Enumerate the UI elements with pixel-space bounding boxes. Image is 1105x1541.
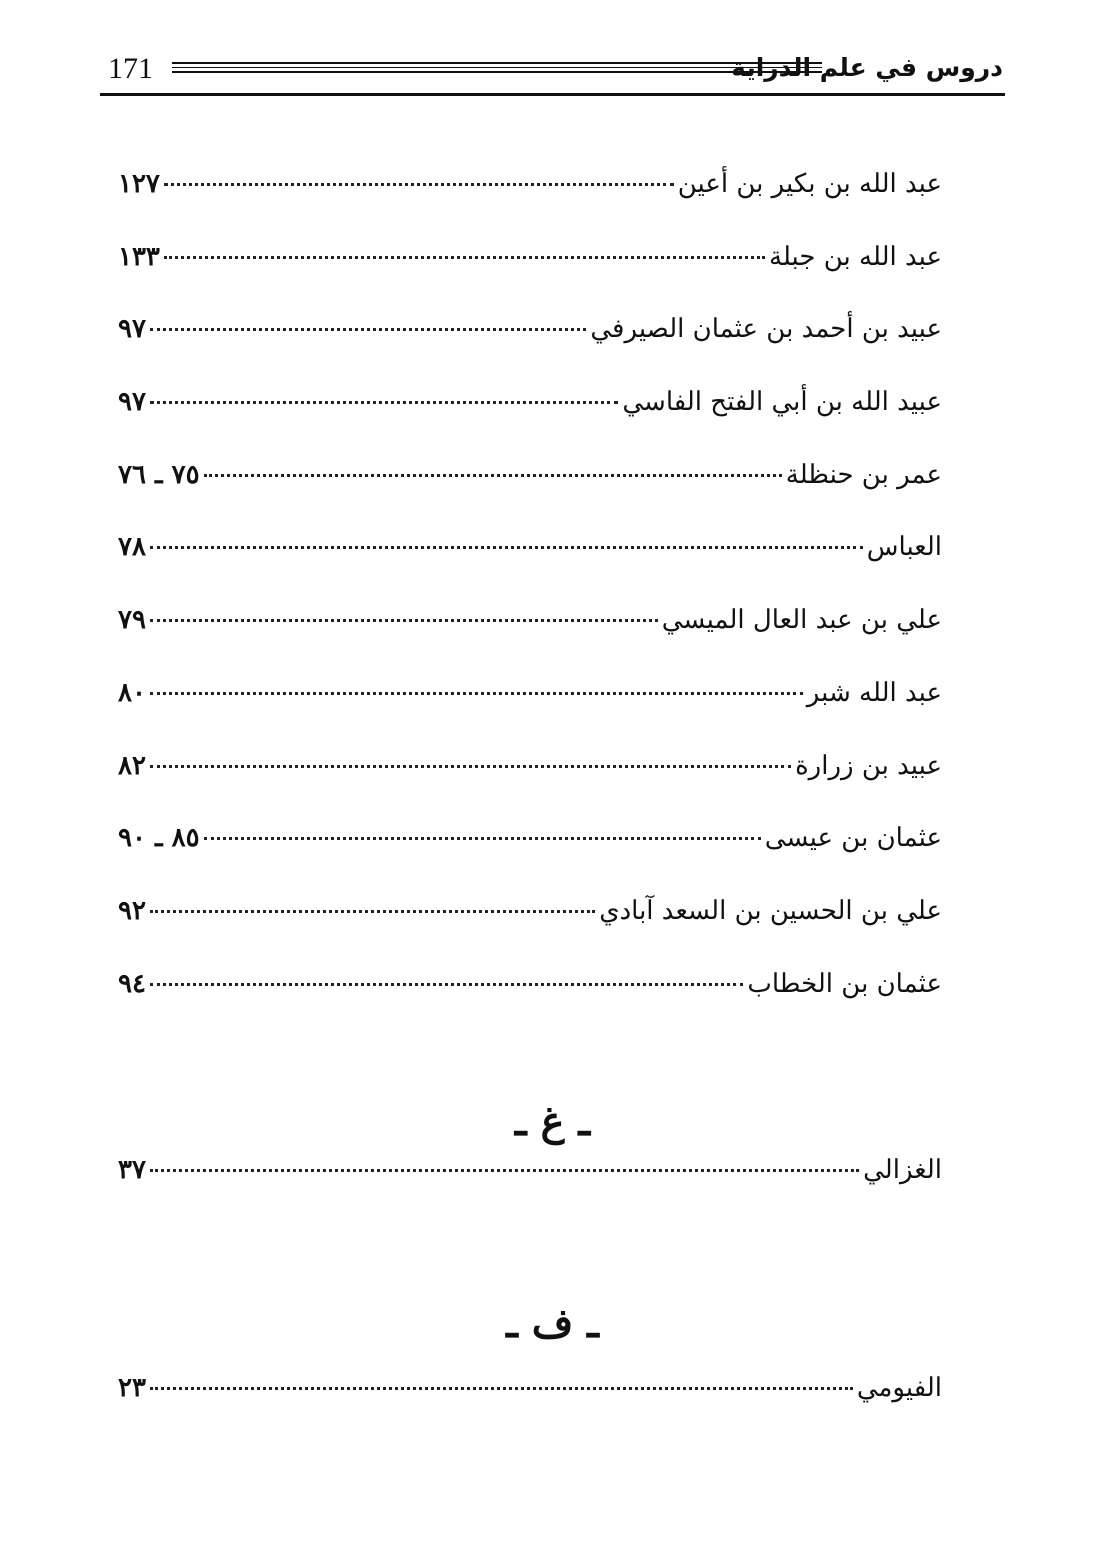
section-ghain-entries <box>118 1140 942 1213</box>
entry-name: عثمان بن عيسى <box>764 823 942 854</box>
entry-pages: ٨٥ ـ ٩٠ <box>118 823 200 854</box>
index-entry <box>118 954 942 1027</box>
header-divider <box>100 93 1005 96</box>
entry-pages: ٢٣ <box>118 1373 146 1403</box>
section-heading-ghain: ـ غ ـ <box>514 1098 591 1145</box>
entry-name: الفيومي <box>856 1373 942 1403</box>
leader-dots <box>150 692 803 695</box>
entry-name: عبد الله شبر <box>806 677 942 708</box>
entry-name: الغزالي <box>863 1155 942 1185</box>
index-entry <box>118 445 942 518</box>
leader-dots <box>150 765 791 768</box>
running-title-calligraphy: دروس في علم الدراية <box>731 53 1003 82</box>
leader-dots <box>150 546 863 549</box>
page-number: 171 <box>108 52 153 85</box>
section-heading-fa: ـ ف ـ <box>506 1300 599 1347</box>
entry-name: عبد الله بن بكير بن أعين <box>677 169 942 199</box>
entry-name: عمر بن حنظلة <box>785 459 942 490</box>
entry-name: عبد الله بن جبلة <box>769 241 942 272</box>
entry-pages: ٧٩ <box>118 605 146 636</box>
entry-name: علي بن عبد العال الميسي <box>661 605 942 636</box>
index-entry-list <box>118 154 942 1026</box>
running-header <box>100 40 1005 96</box>
index-entry <box>118 154 942 227</box>
header-decorative-rules <box>172 62 822 73</box>
leader-dots <box>150 328 586 331</box>
leader-dots <box>150 1169 859 1172</box>
entry-pages: ٨٠ <box>118 677 146 708</box>
entry-name: عبيد بن أحمد بن عثمان الصيرفي <box>590 314 942 345</box>
index-entry <box>118 227 942 300</box>
section-fa-entries <box>118 1358 942 1431</box>
index-entry <box>118 517 942 590</box>
entry-pages: ٩٧ <box>118 387 146 418</box>
index-entry <box>118 1140 942 1213</box>
entry-pages: ٣٧ <box>118 1155 146 1185</box>
index-entry <box>118 372 942 445</box>
entry-name: عبيد بن زرارة <box>795 750 942 781</box>
index-entry <box>118 1358 942 1431</box>
entry-pages: ٩٢ <box>118 895 146 926</box>
entry-pages: ١٢٧ <box>118 169 160 199</box>
entry-pages: ٩٧ <box>118 314 146 345</box>
entry-name: عبيد الله بن أبي الفتح الفاسي <box>622 387 942 418</box>
index-entry <box>118 881 942 954</box>
entry-name: علي بن الحسين بن السعد آبادي <box>599 895 942 926</box>
leader-dots <box>150 1387 853 1390</box>
index-entry <box>118 736 942 809</box>
index-entry <box>118 808 942 881</box>
entry-pages: ٧٨ <box>118 532 146 563</box>
leader-dots <box>204 474 782 477</box>
entry-pages: ٧٥ ـ ٧٦ <box>118 459 200 490</box>
index-entry <box>118 663 942 736</box>
leader-dots <box>150 619 658 622</box>
leader-dots <box>164 256 765 259</box>
leader-dots <box>150 401 618 404</box>
leader-dots <box>150 983 743 986</box>
index-entry <box>118 590 942 663</box>
entry-pages: ٨٢ <box>118 750 146 781</box>
leader-dots <box>150 910 595 913</box>
entry-name: عثمان بن الخطاب <box>747 968 942 999</box>
entry-pages: ١٣٣ <box>118 241 160 272</box>
index-entry <box>118 299 942 372</box>
leader-dots <box>204 837 761 840</box>
entry-name: العباس <box>866 532 942 563</box>
entry-pages: ٩٤ <box>118 968 146 999</box>
leader-dots <box>164 183 674 186</box>
